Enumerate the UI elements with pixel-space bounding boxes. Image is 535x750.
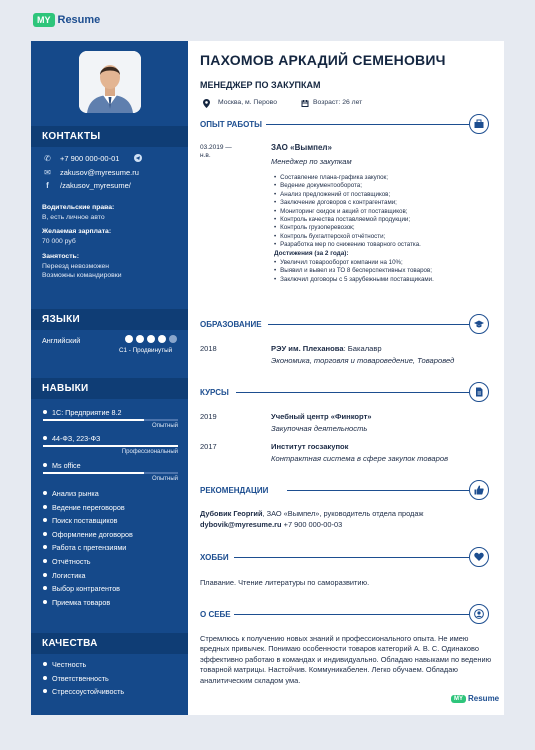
duty-item: • Заключение договоров с контрагентами; xyxy=(274,199,421,207)
briefcase-icon xyxy=(474,119,484,129)
achievement-item: • Увеличил товарооборот компании на 10%; xyxy=(274,259,434,267)
skill-list-item: Логистика xyxy=(43,571,86,580)
courses-divider xyxy=(236,392,469,393)
recommender-details: , ЗАО «Вымпел», руководитель отдела продаж xyxy=(262,509,424,518)
experience-duties xyxy=(274,174,421,250)
education-degree: : Бакалавр xyxy=(343,344,382,353)
recommender-phone[interactable]: +7 900 000-00-03 xyxy=(283,520,343,529)
duty-item: • Ведение документооборота; xyxy=(274,182,421,190)
telegram-icon[interactable] xyxy=(134,154,142,162)
duty-item: • Контроль бухгалтерской отчётности; xyxy=(274,233,421,241)
skill-level-fill xyxy=(43,472,144,474)
contact-email[interactable]: zakusov@myresume.ru xyxy=(60,168,139,177)
achievement-item: • Заключил договоры с 5 зарубежными поставщиками. xyxy=(274,276,434,284)
language-rating-dot xyxy=(136,335,144,343)
employment-trips: Возможны командировки xyxy=(42,272,122,279)
course-name: Институт госзакупок xyxy=(271,442,349,451)
achievement-item: • Выявил и вывел из ТО 8 бесперспективных товаров; xyxy=(274,267,434,275)
experience-divider xyxy=(266,124,469,125)
language-rating-dot xyxy=(147,335,155,343)
license-value: B, есть личное авто xyxy=(42,214,105,221)
experience-company: ЗАО «Вымпел» xyxy=(271,143,332,152)
candidate-location: Москва, м. Перово xyxy=(218,99,277,106)
about-divider xyxy=(234,614,469,615)
profile-photo xyxy=(79,51,141,113)
location-pin-icon xyxy=(203,99,210,108)
skill-list-item: Отчётность xyxy=(43,557,91,566)
salary-value: 70 000 руб xyxy=(42,238,76,245)
skill-level-bar xyxy=(43,419,178,421)
hobby-section-icon xyxy=(469,547,489,567)
skill-level-fill xyxy=(43,419,144,421)
education-section-icon xyxy=(469,314,489,334)
hobby-divider xyxy=(234,557,469,558)
recommendations-divider xyxy=(287,490,469,491)
education-year: 2018 xyxy=(200,344,217,353)
quality-item: Честность xyxy=(43,660,86,669)
brand-logo-footer-my: MY xyxy=(451,695,466,703)
education-field: Экономика, торговля и товароведение, Товаровед xyxy=(271,356,455,365)
quality-item: Стрессоустойчивость xyxy=(43,687,124,696)
skills-heading: НАВЫКИ xyxy=(31,378,188,399)
duty-item: • Разработка мер по снижению товарного остатка. xyxy=(274,241,421,249)
languages-heading: ЯЗЫКИ xyxy=(31,309,188,330)
candidate-age: Возраст: 26 лет xyxy=(313,99,363,106)
candidate-name: ПАХОМОВ АРКАДИЙ СЕМЕНОВИЧ xyxy=(200,52,446,68)
skill-list-item: Поиск поставщиков xyxy=(43,516,117,525)
experience-section-icon xyxy=(469,114,489,134)
skill-name: Ms office xyxy=(43,461,81,470)
resume-sidebar xyxy=(31,41,188,715)
brand-logo-resume: Resume xyxy=(57,14,101,26)
language-rating xyxy=(125,335,177,343)
skill-level-bar xyxy=(43,472,178,474)
hobby-heading: ХОББИ xyxy=(200,553,229,562)
resume-main xyxy=(188,41,504,715)
experience-date-start: 03.2019 — xyxy=(200,144,232,151)
recommendations-section-icon xyxy=(469,480,489,500)
course-name: Учебный центр «Финкорт» xyxy=(271,412,372,421)
skill-name: 44-ФЗ, 223-ФЗ xyxy=(43,434,100,443)
experience-role: Менеджер по закупкам xyxy=(271,157,352,166)
skill-list-item: Выбор контрагентов xyxy=(43,584,120,593)
skill-list-item: Ведение переговоров xyxy=(43,503,125,512)
document-icon xyxy=(474,387,484,397)
education-school: РЭУ им. Плеханова xyxy=(271,344,344,353)
facebook-icon: f xyxy=(46,181,49,190)
email-icon: ✉ xyxy=(44,168,51,177)
experience-achievements xyxy=(274,259,434,284)
skill-list-item: Работа с претензиями xyxy=(43,543,126,552)
resume-page xyxy=(31,41,504,715)
experience-heading: ОПЫТ РАБОТЫ xyxy=(200,120,263,129)
skill-list-item: Оформление договоров xyxy=(43,530,133,539)
skill-level-label: Профессиональный xyxy=(121,449,178,455)
salary-label: Желаемая зарплата: xyxy=(42,228,112,235)
skill-name: 1С: Предприятие 8.2 xyxy=(43,408,121,417)
recommender-name: Дубовик Георгий xyxy=(200,509,263,518)
thumbs-up-icon xyxy=(474,485,484,495)
skill-level-label: Опытный xyxy=(152,476,178,482)
skill-level-fill xyxy=(43,445,178,447)
language-rating-dot xyxy=(125,335,133,343)
language-rating-dot xyxy=(158,335,166,343)
language-name: Английский xyxy=(42,336,81,345)
user-circle-icon xyxy=(474,609,484,619)
hobby-text: Плавание. Чтение литературы по саморазвитию. xyxy=(200,578,370,587)
employment-relocation: Переезд невозможен xyxy=(42,263,110,270)
candidate-position: МЕНЕДЖЕР ПО ЗАКУПКАМ xyxy=(200,80,321,90)
quality-item: Ответственность xyxy=(43,674,109,683)
duty-item: • Мониторинг скидок и акций от поставщиков; xyxy=(274,208,421,216)
duty-item: • Контроль грузоперевозок; xyxy=(274,224,421,232)
contact-facebook[interactable]: /zakusov_myresume/ xyxy=(60,181,131,190)
skill-list-item: Анализ рынка xyxy=(43,489,99,498)
education-divider xyxy=(268,324,469,325)
course-year: 2017 xyxy=(200,442,217,451)
language-level: C1 - Продвинутый xyxy=(119,347,173,354)
age-icon xyxy=(301,99,309,107)
license-label: Водительские права: xyxy=(42,204,115,211)
graduation-cap-icon xyxy=(474,319,484,329)
language-rating-dot xyxy=(169,335,177,343)
course-description: Контрактная система в сфере закупок товаров xyxy=(271,454,449,463)
qualities-heading: КАЧЕСТВА xyxy=(31,633,188,654)
skill-list-item: Приемка товаров xyxy=(43,598,110,607)
education-heading: ОБРАЗОВАНИЕ xyxy=(200,320,262,329)
heart-icon xyxy=(474,552,484,562)
brand-logo-footer-resume: Resume xyxy=(468,694,500,703)
courses-section-icon xyxy=(469,382,489,402)
recommender-email[interactable]: dybovik@myresume.ru xyxy=(200,520,282,529)
about-heading: О СЕБЕ xyxy=(200,610,231,619)
brand-logo-footer[interactable] xyxy=(451,694,499,703)
course-year: 2019 xyxy=(200,412,217,421)
brand-logo[interactable] xyxy=(33,13,100,27)
skill-level-label: Опытный xyxy=(152,423,178,429)
skill-level-bar xyxy=(43,445,178,447)
phone-icon: ✆ xyxy=(44,154,51,163)
courses-heading: КУРСЫ xyxy=(200,388,229,397)
employment-label: Занятость: xyxy=(42,253,79,260)
achievements-title: Достижения (за 2 года): xyxy=(274,250,349,257)
about-section-icon xyxy=(469,604,489,624)
duty-item: • Анализ предложений от поставщиков; xyxy=(274,191,421,199)
contacts-heading: КОНТАКТЫ xyxy=(31,126,188,147)
course-description: Закупочная деятельность xyxy=(271,424,368,433)
recommendations-heading: РЕКОМЕНДАЦИИ xyxy=(200,486,269,495)
duty-item: • Контроль качества поставляемой продукции; xyxy=(274,216,421,224)
experience-date-end: н.в. xyxy=(200,152,211,159)
brand-logo-my: MY xyxy=(33,13,55,27)
about-text: Стремлюсь к получению новых знаний и профессионального опыта. Не имею вредных привычек. Понимаю особенности товаров категорий А. В. С. Одинаково эффективно работаю в командах и индивидуально. Обладаю навыками по ведению товарной матрицы. Настойчив. Коммуникабелен. Легко обучаем. Обладаю аналитическим складом ума. xyxy=(200,634,492,685)
contact-phone[interactable]: +7 900 000-00-01 xyxy=(60,154,120,163)
duty-item: • Составление плана-графика закупок; xyxy=(274,174,421,182)
